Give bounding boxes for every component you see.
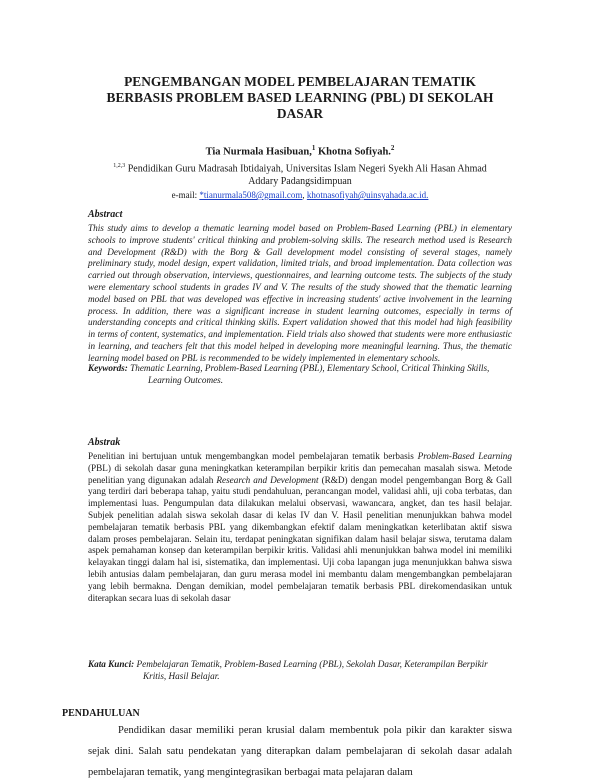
kata-kunci-value: Pembelajaran Tematik, Problem-Based Learning (PBL), Sekolah Dasar, Keterampilan Berpikir Kritis, Hasil Belajar.: [136, 659, 488, 681]
author-line: [0, 141, 600, 160]
email-link-1[interactable]: *tianurmala508@gmail.com: [199, 190, 303, 200]
affiliation-sup: 1,2,3: [113, 163, 126, 169]
abstrak-italic-1: Problem-Based Learning: [417, 451, 512, 461]
author-1-sup: 1: [311, 144, 316, 152]
affiliation-text: Pendidikan Guru Madrasah Ibtidaiyah, Universitas Islam Negeri Syekh Ali Hasan Ahmad Addary Padangsidimpuan: [125, 163, 487, 188]
keywords-id: [88, 658, 512, 682]
email-line: [0, 189, 600, 201]
abstrak-text-1: Penelitian ini bertujuan untuk mengembangkan model pembelajaran tematik berbasis: [88, 451, 418, 461]
kata-kunci-label: Kata Kunci:: [88, 659, 135, 669]
abstrak-text-2: (PBL) di sekolah dasar guna meningkatkan keterampilan berpikir kritis dan pemecahan masalah siswa. Metode penelitian yang digunakan adalah: [88, 462, 512, 485]
author-2-sup: 2: [390, 144, 395, 152]
keywords-value: Thematic Learning, Problem-Based Learning (PBL), Elementary School, Critical Thinking Skills, Learning Outcomes.: [130, 363, 490, 385]
paper-title: PENGEMBANGAN MODEL PEMBELAJARAN TEMATIK BERBASIS PROBLEM BASED LEARNING (PBL) DI SEKOLAH DASAR: [106, 74, 494, 121]
abstrak-text-3: (R&D) dengan model pengembangan Borg & Gall yang terdiri dari beberapa tahap, yaitu studi pendahuluan, perancangan model, validasi ahli, uji coba terbatas, dan implementasi luas. Pengumpulan data dilakukan melalui observasi, wawancara, angket, dan tes hasil belajar. Subjek penelitian adalah siswa sekolah dasar di kelas IV dan V. Hasil penelitian menunjukkan bahwa model pembelajaran tematik berbasis PBL yang dikembangkan efektif dalam meningkatkan keterlibatan aktif siswa dalam proses pembelajaran. Selain itu, terdapat peningkatan signifikan dalam hasil belajar siswa, terutama dalam aspek pemahaman konsep dan keterampilan berpikir kritis. Validasi ahli menunjukkan bahwa model ini memiliki kelayakan tinggi dalam hal isi, sistematika, dan implementasi. Uji coba lapangan juga menunjukkan bahwa siswa lebih antusias dalam pembelajaran, dan guru merasa model ini membantu dalam mengembangkan pembelajaran yang lebih bermakna. Dengan demikian, model pembelajaran tematik berbasis PBL direkomendasikan untuk diterapkan secara luas di sekolah dasar: [88, 474, 512, 603]
keywords-label: Keywords:: [88, 363, 128, 373]
pendahuluan-text: Pendidikan dasar memiliki peran krusial dalam membentuk pola pikir dan karakter siswa sejak dini. Salah satu pendekatan yang diterapkan dalam pembelajaran di sekolah dasar adalah pembelajaran tematik, yang mengintegrasikan berbagai mata pelajaran dalam: [88, 725, 512, 778]
email-link-2[interactable]: khotnasofiyah@uinsyahada.ac.id.: [306, 190, 429, 200]
abstrak-body: [88, 451, 512, 604]
affiliation: [100, 160, 500, 188]
abstract-heading: Abstract: [88, 209, 123, 220]
author-2: Khotna Sofiyah.: [315, 146, 391, 158]
abstract-body: This study aims to develop a thematic learning model based on Problem-Based Learning (PBL) in elementary schools to improve students' critical thinking and problem-solving skills. The research method used is Research and Development (R&D) with the Borg & Gall development model consisting of several stages, namely preliminary study, model design, expert validation, limited trials, and broad implementation. Data collection was carried out through observation, interviews, questionnaires, and learning outcome tests. The subjects of the study were elementary school students in grades IV and V. The results of the study showed that the thematic learning model based on PBL that was developed was effective in increasing students' active involvement in the learning process. In addition, there was a significant increase in student learning outcomes, especially in terms of understanding concepts and critical thinking skills. Expert validation showed that this model had high feasibility in terms of content, systematics, and implementation. Field trials also showed that students were more enthusiastic in learning, and teachers felt that this model helped in developing more meaningful learning. Thus, the thematic learning model based on PBL is recommended to be widely implemented in elementary schools.: [88, 223, 512, 363]
section-heading-pendahuluan: PENDAHULUAN: [62, 708, 140, 719]
author-1: Tia Nurmala Hasibuan,: [205, 146, 312, 158]
pendahuluan-body: [88, 720, 512, 783]
email-separator: ,: [302, 190, 307, 200]
abstrak-italic-2: Research and Development: [216, 474, 319, 485]
keywords-en: [88, 362, 512, 386]
email-label: e-mail:: [171, 190, 200, 200]
abstrak-heading: Abstrak: [88, 437, 121, 448]
